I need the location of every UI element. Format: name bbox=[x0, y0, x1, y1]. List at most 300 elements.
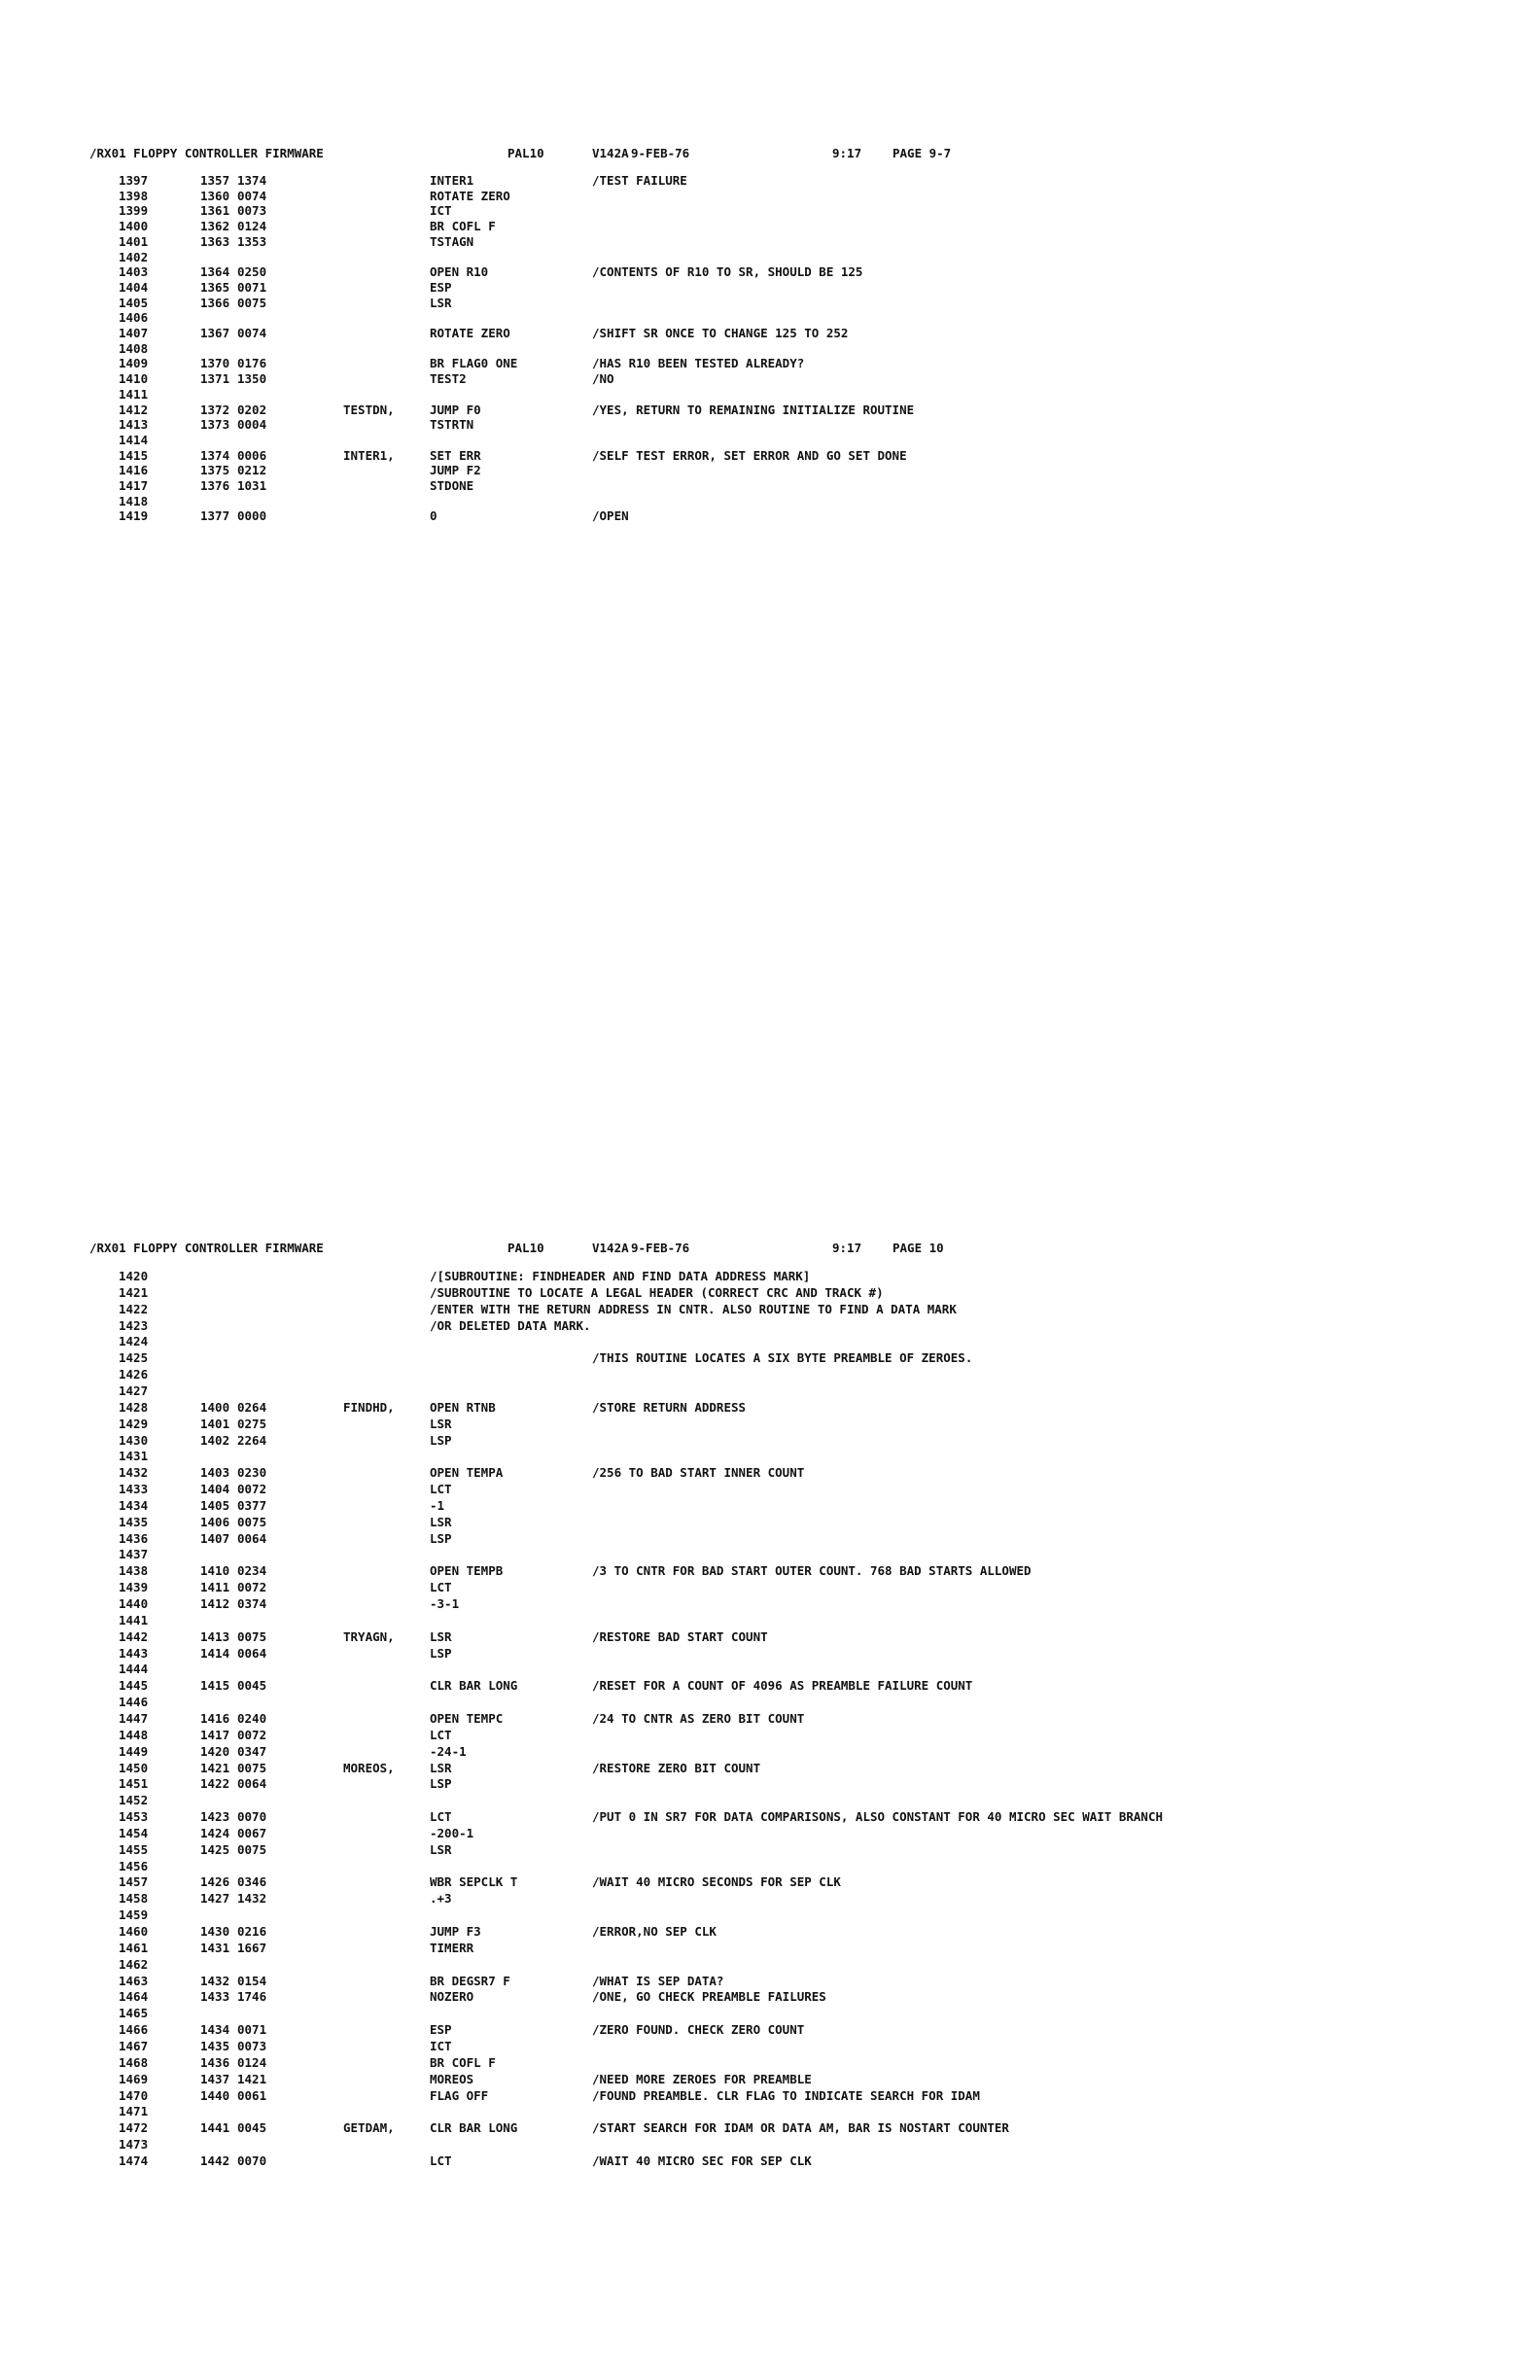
line-number: 1410 bbox=[119, 371, 149, 387]
line-number: 1418 bbox=[119, 493, 149, 508]
listing-line bbox=[0, 2006, 1540, 2021]
address: 1372 bbox=[200, 402, 230, 417]
line-number: 1419 bbox=[119, 508, 149, 524]
instruction: TSTRTN bbox=[430, 417, 474, 433]
line-number: 1423 bbox=[119, 1317, 149, 1333]
header-time: 9:17 bbox=[832, 1241, 862, 1255]
listing-line bbox=[0, 1318, 1540, 1334]
listing-line bbox=[0, 448, 1540, 464]
octal-code: 0075 bbox=[237, 1760, 267, 1775]
instruction: LCT bbox=[430, 1727, 452, 1742]
line-number: 1450 bbox=[119, 1760, 149, 1775]
address: 1405 bbox=[200, 1497, 230, 1513]
listing-line bbox=[0, 1842, 1540, 1858]
instruction: LSR bbox=[430, 1760, 452, 1775]
address: 1407 bbox=[200, 1530, 230, 1546]
address: 1437 bbox=[200, 2071, 230, 2086]
octal-code: 0374 bbox=[237, 1596, 267, 1611]
instruction: SET ERR bbox=[430, 447, 481, 463]
octal-code: 0347 bbox=[237, 1743, 267, 1759]
address: 1401 bbox=[200, 1416, 230, 1431]
header-page-number: PAGE 10 bbox=[892, 1241, 944, 1255]
line-number: 1400 bbox=[119, 219, 149, 234]
instruction: LSP bbox=[430, 1432, 452, 1448]
address: 1377 bbox=[200, 508, 230, 524]
line-number: 1458 bbox=[119, 1891, 149, 1907]
address: 1361 bbox=[200, 203, 230, 219]
line-number: 1426 bbox=[119, 1367, 149, 1382]
line-number: 1460 bbox=[119, 1924, 149, 1939]
address: 1373 bbox=[200, 417, 230, 433]
instruction: LSP bbox=[430, 1776, 452, 1792]
octal-code: 0124 bbox=[237, 2054, 267, 2070]
listing-line bbox=[0, 1433, 1540, 1449]
octal-code: 0212 bbox=[237, 463, 267, 478]
octal-code: 1746 bbox=[237, 1989, 267, 2005]
instruction: INTER1 bbox=[430, 173, 474, 188]
octal-code: 0061 bbox=[237, 2087, 267, 2103]
listing-line bbox=[0, 402, 1540, 418]
header-assembler: PAL10 bbox=[508, 1241, 544, 1255]
line-number: 1424 bbox=[119, 1334, 149, 1349]
header-time: 9:17 bbox=[832, 146, 862, 160]
comment: /3 TO CNTR FOR BAD START OUTER COUNT. 768 BAD STARTS ALLOWED bbox=[592, 1563, 1032, 1579]
line-number: 1430 bbox=[119, 1432, 149, 1448]
instruction: NOZERO bbox=[430, 1989, 474, 2005]
line-number: 1436 bbox=[119, 1530, 149, 1546]
octal-code: 0045 bbox=[237, 1678, 267, 1694]
line-number: 1420 bbox=[119, 1269, 149, 1283]
instruction: -1 bbox=[430, 1497, 445, 1513]
address: 1442 bbox=[200, 2152, 230, 2168]
octal-code: 1432 bbox=[237, 1891, 267, 1907]
address: 1364 bbox=[200, 264, 230, 280]
listing-line bbox=[0, 356, 1540, 371]
listing-line bbox=[0, 326, 1540, 341]
line-number: 1428 bbox=[119, 1399, 149, 1415]
instruction: 0 bbox=[430, 508, 438, 524]
label: TRYAGN, bbox=[343, 1628, 395, 1644]
comment: /CONTENTS OF R10 TO SR, SHOULD BE 125 bbox=[592, 264, 863, 280]
listing-line bbox=[0, 1974, 1540, 1989]
instruction: /ENTER WITH THE RETURN ADDRESS IN CNTR. ALSO ROUTINE TO FIND A DATA MARK bbox=[430, 1301, 957, 1316]
line-number: 1437 bbox=[119, 1547, 149, 1562]
line-number: 1404 bbox=[119, 279, 149, 295]
line-number: 1433 bbox=[119, 1482, 149, 1497]
line-number: 1407 bbox=[119, 326, 149, 340]
listing-line bbox=[0, 173, 1540, 189]
header-title: /RX01 FLOPPY CONTROLLER FIRMWARE bbox=[89, 146, 324, 160]
line-number: 1403 bbox=[119, 264, 149, 280]
address: 1403 bbox=[200, 1465, 230, 1481]
instruction: LSR bbox=[430, 295, 452, 310]
octal-code: 0074 bbox=[237, 326, 267, 340]
listing-line bbox=[0, 463, 1540, 478]
line-number: 1447 bbox=[119, 1710, 149, 1726]
address: 1400 bbox=[200, 1399, 230, 1415]
header-assembler: PAL10 bbox=[508, 146, 544, 160]
instruction: /SUBROUTINE TO LOCATE A LEGAL HEADER (CORRECT CRC AND TRACK #) bbox=[430, 1284, 884, 1300]
listing-line bbox=[0, 1809, 1540, 1825]
line-number: 1438 bbox=[119, 1563, 149, 1579]
address: 1411 bbox=[200, 1580, 230, 1595]
listing-line bbox=[0, 2153, 1540, 2169]
listing-line bbox=[0, 1383, 1540, 1399]
listing-line bbox=[0, 371, 1540, 387]
line-number: 1422 bbox=[119, 1301, 149, 1316]
octal-code: 0346 bbox=[237, 1874, 267, 1890]
address: 1410 bbox=[200, 1563, 230, 1579]
instruction: LCT bbox=[430, 1809, 452, 1825]
listing-line bbox=[0, 280, 1540, 296]
address: 1365 bbox=[200, 279, 230, 295]
address: 1406 bbox=[200, 1514, 230, 1529]
listing-line bbox=[0, 1678, 1540, 1694]
listing-line bbox=[0, 2104, 1540, 2119]
address: 1434 bbox=[200, 2022, 230, 2038]
comment: /TEST FAILURE bbox=[592, 173, 687, 188]
header-date: 9-FEB-76 bbox=[631, 146, 690, 160]
instruction: CLR BAR LONG bbox=[430, 1678, 518, 1694]
listing-line bbox=[0, 1531, 1540, 1547]
line-number: 1468 bbox=[119, 2054, 149, 2070]
instruction: BR COFL F bbox=[430, 2054, 496, 2070]
octal-code: 0275 bbox=[237, 1416, 267, 1431]
octal-code: 0006 bbox=[237, 447, 267, 463]
listing-line bbox=[0, 1957, 1540, 1973]
octal-code: 0075 bbox=[237, 1841, 267, 1857]
comment: /WAIT 40 MICRO SEC FOR SEP CLK bbox=[592, 2152, 812, 2168]
octal-code: 0176 bbox=[237, 356, 267, 371]
line-number: 1435 bbox=[119, 1514, 149, 1529]
address: 1423 bbox=[200, 1809, 230, 1825]
octal-code: 0073 bbox=[237, 203, 267, 219]
listing-line bbox=[0, 234, 1540, 250]
line-number: 1427 bbox=[119, 1382, 149, 1398]
listing-line bbox=[0, 1891, 1540, 1907]
address: 1426 bbox=[200, 1874, 230, 1890]
address: 1363 bbox=[200, 233, 230, 249]
listing-line bbox=[0, 478, 1540, 494]
line-number: 1421 bbox=[119, 1284, 149, 1300]
instruction: TEST2 bbox=[430, 371, 467, 387]
line-number: 1444 bbox=[119, 1662, 149, 1677]
listing-line bbox=[0, 387, 1540, 402]
instruction: LSP bbox=[430, 1645, 452, 1661]
comment: /START SEARCH FOR IDAM OR DATA AM, BAR IS NOSTART COUNTER bbox=[592, 2120, 1009, 2136]
listing-line bbox=[0, 203, 1540, 219]
instruction: .+3 bbox=[430, 1891, 452, 1907]
address: 1362 bbox=[200, 219, 230, 234]
comment: /YES, RETURN TO REMAINING INITIALIZE ROUTINE bbox=[592, 402, 915, 417]
line-number: 1405 bbox=[119, 295, 149, 310]
octal-code: 0075 bbox=[237, 1514, 267, 1529]
listing-line bbox=[0, 1449, 1540, 1464]
listing-line bbox=[0, 1908, 1540, 1923]
listing-line bbox=[0, 2137, 1540, 2152]
listing-line bbox=[0, 1859, 1540, 1874]
comment: /NO bbox=[592, 371, 614, 387]
comment: /24 TO CNTR AS ZERO BIT COUNT bbox=[592, 1710, 805, 1726]
line-number: 1432 bbox=[119, 1465, 149, 1481]
instruction: -200-1 bbox=[430, 1825, 474, 1840]
address: 1433 bbox=[200, 1989, 230, 2005]
instruction: WBR SEPCLK T bbox=[430, 1874, 518, 1890]
address: 1370 bbox=[200, 356, 230, 371]
octal-code: 1353 bbox=[237, 233, 267, 249]
listing-line bbox=[0, 1662, 1540, 1677]
octal-code: 2264 bbox=[237, 1432, 267, 1448]
line-number: 1472 bbox=[119, 2120, 149, 2136]
line-number: 1412 bbox=[119, 402, 149, 417]
listing-line bbox=[0, 1695, 1540, 1710]
address: 1417 bbox=[200, 1727, 230, 1742]
listing-line bbox=[0, 1874, 1540, 1890]
line-number: 1399 bbox=[119, 203, 149, 219]
header-title: /RX01 FLOPPY CONTROLLER FIRMWARE bbox=[89, 1241, 324, 1255]
octal-code: 0064 bbox=[237, 1776, 267, 1792]
octal-code: 0000 bbox=[237, 508, 267, 524]
listing-line bbox=[0, 1629, 1540, 1645]
line-number: 1441 bbox=[119, 1612, 149, 1628]
listing-line bbox=[0, 341, 1540, 357]
line-number: 1448 bbox=[119, 1727, 149, 1742]
octal-code: 0072 bbox=[237, 1727, 267, 1742]
listing-line bbox=[0, 1334, 1540, 1349]
listing-line bbox=[0, 1350, 1540, 1366]
comment: /WHAT IS SEP DATA? bbox=[592, 1973, 724, 1988]
page-header bbox=[89, 1241, 944, 1258]
line-number: 1469 bbox=[119, 2071, 149, 2086]
listing-line bbox=[0, 1547, 1540, 1562]
octal-code: 0045 bbox=[237, 2120, 267, 2136]
listing-line bbox=[0, 1269, 1540, 1284]
address: 1432 bbox=[200, 1973, 230, 1988]
header-page-number: PAGE 9-7 bbox=[892, 146, 952, 160]
line-number: 1408 bbox=[119, 340, 149, 356]
comment: /ZERO FOUND. CHECK ZERO COUNT bbox=[592, 2022, 805, 2038]
line-number: 1451 bbox=[119, 1776, 149, 1792]
listing-line bbox=[0, 1285, 1540, 1301]
instruction: ICT bbox=[430, 203, 452, 219]
comment: /PUT 0 IN SR7 FOR DATA COMPARISONS, ALSO CONSTANT FOR 40 MICRO SEC WAIT BRANCH bbox=[592, 1809, 1163, 1825]
label: MOREOS, bbox=[343, 1760, 395, 1775]
header-version: V142A bbox=[592, 146, 629, 160]
instruction: CLR BAR LONG bbox=[430, 2120, 518, 2136]
listing-line bbox=[0, 494, 1540, 509]
listing-line bbox=[0, 1515, 1540, 1530]
line-number: 1452 bbox=[119, 1793, 149, 1808]
listing-line bbox=[0, 1941, 1540, 1956]
line-number: 1431 bbox=[119, 1449, 149, 1464]
address: 1427 bbox=[200, 1891, 230, 1907]
octal-code: 0124 bbox=[237, 219, 267, 234]
listing-line bbox=[0, 1465, 1540, 1481]
comment: /FOUND PREAMBLE. CLR FLAG TO INDICATE SEARCH FOR IDAM bbox=[592, 2087, 980, 2103]
address: 1412 bbox=[200, 1596, 230, 1611]
octal-code: 0240 bbox=[237, 1710, 267, 1726]
instruction: OPEN RTNB bbox=[430, 1399, 496, 1415]
address: 1375 bbox=[200, 463, 230, 478]
octal-code: 0070 bbox=[237, 2152, 267, 2168]
address: 1435 bbox=[200, 2038, 230, 2053]
comment: /256 TO BAD START INNER COUNT bbox=[592, 1465, 805, 1481]
instruction: OPEN TEMPC bbox=[430, 1710, 504, 1726]
address: 1414 bbox=[200, 1645, 230, 1661]
address: 1422 bbox=[200, 1776, 230, 1792]
address: 1366 bbox=[200, 295, 230, 310]
listing-line bbox=[0, 433, 1540, 448]
instruction: -24-1 bbox=[430, 1743, 467, 1759]
address: 1402 bbox=[200, 1432, 230, 1448]
listing-line bbox=[0, 1989, 1540, 2005]
line-number: 1414 bbox=[119, 432, 149, 447]
listing-line bbox=[0, 1400, 1540, 1416]
octal-code: 0071 bbox=[237, 2022, 267, 2038]
instruction: LSR bbox=[430, 1514, 452, 1529]
line-number: 1429 bbox=[119, 1416, 149, 1431]
comment: /OPEN bbox=[592, 508, 629, 524]
octal-code: 0202 bbox=[237, 402, 267, 417]
listing-line bbox=[0, 1744, 1540, 1760]
instruction: /OR DELETED DATA MARK. bbox=[430, 1317, 591, 1333]
address: 1404 bbox=[200, 1482, 230, 1497]
listing-line bbox=[0, 1596, 1540, 1612]
listing-line bbox=[0, 1646, 1540, 1662]
line-number: 1462 bbox=[119, 1956, 149, 1972]
listing-line bbox=[0, 2120, 1540, 2136]
instruction: ESP bbox=[430, 279, 452, 295]
line-number: 1471 bbox=[119, 2104, 149, 2119]
octal-code: 0072 bbox=[237, 1482, 267, 1497]
comment: /SHIFT SR ONCE TO CHANGE 125 TO 252 bbox=[592, 326, 849, 340]
instruction: JUMP F0 bbox=[430, 402, 481, 417]
comment: /STORE RETURN ADDRESS bbox=[592, 1399, 747, 1415]
line-number: 1439 bbox=[119, 1580, 149, 1595]
octal-code: 1421 bbox=[237, 2071, 267, 2086]
listing-line bbox=[0, 1482, 1540, 1497]
line-number: 1463 bbox=[119, 1973, 149, 1988]
address: 1376 bbox=[200, 478, 230, 493]
instruction: FLAG OFF bbox=[430, 2087, 489, 2103]
octal-code: 1350 bbox=[237, 371, 267, 387]
address: 1416 bbox=[200, 1710, 230, 1726]
listing-line bbox=[0, 508, 1540, 524]
line-number: 1440 bbox=[119, 1596, 149, 1611]
octal-code: 0264 bbox=[237, 1399, 267, 1415]
instruction: LSR bbox=[430, 1416, 452, 1431]
octal-code: 0216 bbox=[237, 1924, 267, 1939]
line-number: 1442 bbox=[119, 1628, 149, 1644]
address: 1360 bbox=[200, 188, 230, 203]
address: 1371 bbox=[200, 371, 230, 387]
instruction: LCT bbox=[430, 2152, 452, 2168]
listing-line bbox=[0, 2039, 1540, 2054]
address: 1415 bbox=[200, 1678, 230, 1694]
listing-line bbox=[0, 1580, 1540, 1595]
instruction: OPEN R10 bbox=[430, 264, 489, 280]
line-number: 1443 bbox=[119, 1645, 149, 1661]
line-number: 1457 bbox=[119, 1874, 149, 1890]
octal-code: 0377 bbox=[237, 1497, 267, 1513]
listing-line bbox=[0, 1711, 1540, 1727]
instruction: OPEN TEMPA bbox=[430, 1465, 504, 1481]
line-number: 1415 bbox=[119, 447, 149, 463]
listing-line bbox=[0, 1367, 1540, 1382]
listing-line bbox=[0, 1498, 1540, 1514]
line-number: 1454 bbox=[119, 1825, 149, 1840]
listing-line bbox=[0, 2022, 1540, 2038]
comment: /RESTORE BAD START COUNT bbox=[592, 1628, 768, 1644]
listing-line bbox=[0, 2088, 1540, 2104]
line-number: 1417 bbox=[119, 478, 149, 493]
line-number: 1406 bbox=[119, 310, 149, 326]
comment: /SELF TEST ERROR, SET ERROR AND GO SET DONE bbox=[592, 447, 907, 463]
octal-code: 0075 bbox=[237, 1628, 267, 1644]
line-number: 1411 bbox=[119, 386, 149, 402]
instruction: STDONE bbox=[430, 478, 474, 493]
instruction: LCT bbox=[430, 1580, 452, 1595]
instruction: LSP bbox=[430, 1530, 452, 1546]
line-number: 1413 bbox=[119, 417, 149, 433]
line-number: 1434 bbox=[119, 1497, 149, 1513]
instruction: ESP bbox=[430, 2022, 452, 2038]
listing-line bbox=[0, 1793, 1540, 1808]
octal-code: 0073 bbox=[237, 2038, 267, 2053]
header-date: 9-FEB-76 bbox=[631, 1241, 690, 1255]
line-number: 1464 bbox=[119, 1989, 149, 2005]
label: TESTDN, bbox=[343, 402, 395, 417]
line-number: 1397 bbox=[119, 173, 149, 188]
octal-code: 0071 bbox=[237, 279, 267, 295]
listing-line bbox=[0, 1417, 1540, 1432]
instruction: ROTATE ZERO bbox=[430, 188, 510, 203]
octal-code: 1031 bbox=[237, 478, 267, 493]
page-header bbox=[89, 146, 952, 163]
address: 1425 bbox=[200, 1841, 230, 1857]
instruction: LCT bbox=[430, 1482, 452, 1497]
octal-code: 0075 bbox=[237, 295, 267, 310]
address: 1374 bbox=[200, 447, 230, 463]
comment: /ERROR,NO SEP CLK bbox=[592, 1924, 717, 1939]
header-version: V142A bbox=[592, 1241, 629, 1255]
line-number: 1401 bbox=[119, 233, 149, 249]
line-number: 1425 bbox=[119, 1350, 149, 1366]
octal-code: 0067 bbox=[237, 1825, 267, 1840]
listing-line bbox=[0, 296, 1540, 311]
listing-line bbox=[0, 189, 1540, 204]
listing-line bbox=[0, 250, 1540, 265]
address: 1431 bbox=[200, 1940, 230, 1955]
line-number: 1461 bbox=[119, 1940, 149, 1955]
label: FINDHD, bbox=[343, 1399, 395, 1415]
instruction: OPEN TEMPB bbox=[430, 1563, 504, 1579]
address: 1420 bbox=[200, 1743, 230, 1759]
instruction: BR FLAG0 ONE bbox=[430, 356, 518, 371]
line-number: 1456 bbox=[119, 1858, 149, 1873]
octal-code: 0064 bbox=[237, 1530, 267, 1546]
octal-code: 0230 bbox=[237, 1465, 267, 1481]
address: 1440 bbox=[200, 2087, 230, 2103]
comment: /THIS ROUTINE LOCATES A SIX BYTE PREAMBLE OF ZEROES. bbox=[592, 1350, 973, 1366]
octal-code: 0070 bbox=[237, 1809, 267, 1825]
line-number: 1465 bbox=[119, 2006, 149, 2021]
instruction: TSTAGN bbox=[430, 233, 474, 249]
listing-line bbox=[0, 1776, 1540, 1792]
line-number: 1459 bbox=[119, 1908, 149, 1923]
listing-line bbox=[0, 1728, 1540, 1743]
instruction: TIMERR bbox=[430, 1940, 474, 1955]
